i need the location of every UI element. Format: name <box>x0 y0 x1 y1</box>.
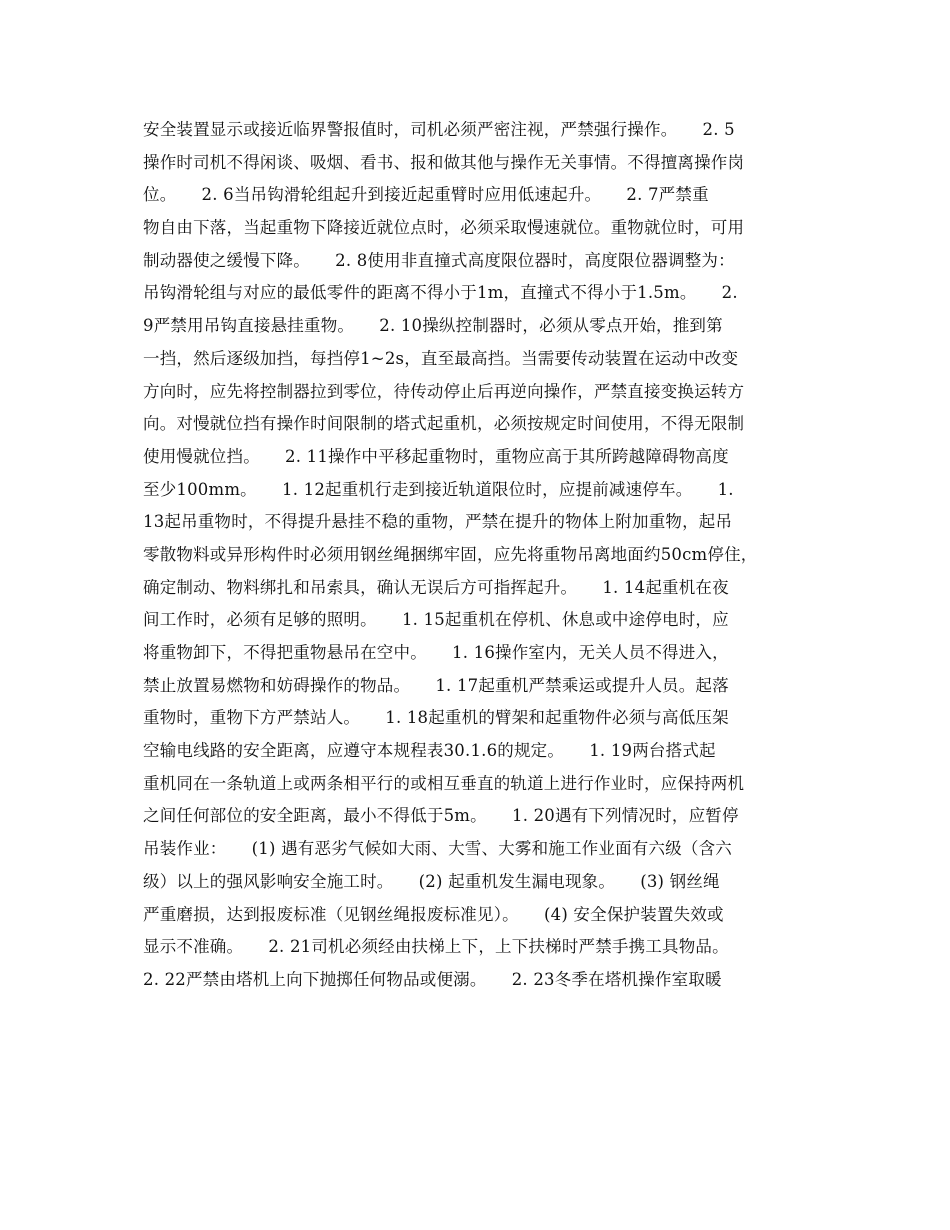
text-line: 严重磨损，达到报废标准（见钢丝绳报废标准见）。 (4) 安全保护装置失效或 <box>143 904 724 924</box>
text-line: 重机同在一条轨道上或两条相平行的或相互垂直的轨道上进行作业时，应保持两机 <box>143 773 745 793</box>
text-line: 9严禁用吊钩直接悬挂重物。 2. 10操纵控制器时，必须从零点开始，推到第 <box>143 316 723 336</box>
text-line: 显示不准确。 2. 21司机必须经由扶梯上下，上下扶梯时严禁手携工具物品。 <box>143 937 729 957</box>
text-line: 安全装置显示或接近临界警报值时，司机必须严密注视，严禁强行操作。 2. 5 <box>143 120 735 139</box>
text-line: 吊钩滑轮组与对应的最低零件的距离不得小于1m，直撞式不得小于1.5m。 2. <box>143 283 738 303</box>
text-line: 方向时，应先将控制器拉到零位，待传动停止后再逆向操作，严禁直接变换运转方 <box>143 381 745 401</box>
text-line: 物自由下落，当起重物下降接近就位点时，必须采取慢速就位。重物就位时，可用 <box>143 218 745 238</box>
text-line: 13起吊重物时，不得提升悬挂不稳的重物，严禁在提升的物体上附加重物，起吊 <box>143 512 733 532</box>
text-line: 2. 22严禁由塔机上向下抛掷任何物品或便溺。 2. 23冬季在塔机操作室取暖 <box>143 969 722 989</box>
text-line: 零散物料或异形构件时必须用钢丝绳捆绑牢固，应先将重物吊离地面约50cm停住， <box>143 544 758 564</box>
text-line: 将重物卸下，不得把重物悬吊在空中。 1. 16操作室内，无关人员不得进入， <box>143 643 729 662</box>
body-text <box>143 114 823 997</box>
text-line: 间工作时，必须有足够的照明。 1. 15起重机在停机、休息或中途停电时，应 <box>143 610 729 630</box>
text-line: 吊装作业： (1) 遇有恶劣气候如大雨、大雪、大雾和施工作业面有六级（含六 <box>143 839 732 859</box>
text-line: 操作时司机不得闲谈、吸烟、看书、报和做其他与操作无关事情。不得擅离操作岗 <box>143 152 745 172</box>
text-line: 之间任何部位的安全距离，最小不得低于5m。 1. 20遇有下列情况时，应暂停 <box>143 806 739 826</box>
text-line: 至少100mm。 1. 12起重机行走到接近轨道限位时，应提前减速停车。 1. <box>143 479 734 499</box>
text-line: 重物时，重物下方严禁站人。 1. 18起重机的臂架和起重物件必须与高低压架 <box>143 708 729 728</box>
text-line: 制动器使之缓慢下降。 2. 8使用非直撞式高度限位器时，高度限位器调整为： <box>143 250 735 270</box>
text-line: 位。 2. 6当吊钩滑轮组起升到接近起重臂时应用低速起升。 2. 7严禁重 <box>143 185 709 205</box>
text-line: 禁止放置易燃物和妨碍操作的物品。 1. 17起重机严禁乘运或提升人员。起落 <box>143 675 729 695</box>
text-line: 使用慢就位挡。 2. 11操作中平移起重物时，重物应高于其所跨越障碍物高度 <box>143 446 729 466</box>
text-line: 一挡，然后逐级加挡，每挡停1~2s，直至最高挡。当需要传动装置在运动中改变 <box>143 348 739 368</box>
text-line: 空输电线路的安全距离，应遵守本规程表30.1.6的规定。 1. 19两台搭式起 <box>143 741 716 761</box>
text-line: 确定制动、物料绑扎和吊索具，确认无误后方可指挥起升。 1. 14起重机在夜 <box>143 577 729 597</box>
text-line: 级）以上的强风影响安全施工时。 (2) 起重机发生漏电现象。 (3) 钢丝绳 <box>143 871 720 891</box>
text-line: 向。对慢就位挡有操作时间限制的塔式起重机，必须按规定时间使用，不得无限制 <box>143 414 745 434</box>
